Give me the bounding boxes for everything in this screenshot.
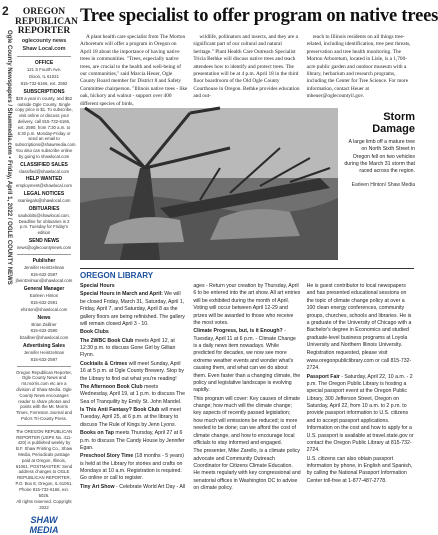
publisher-heading: Publisher	[32, 257, 56, 264]
help-wanted-email[interactable]: employment@shawlocal.com	[16, 183, 72, 189]
photo-caption: A large limb off a mature tree on North Sixth Street in Oregon fell on two vehicles during the March 31 storm that raced across the region.	[344, 139, 415, 175]
library-column	[307, 283, 414, 494]
library-paragraph-heading: The Afternoon Book Club	[80, 383, 143, 390]
library-paragraph	[80, 329, 187, 336]
library-paragraph-heading: Books on Tap	[80, 430, 114, 437]
library-paragraph	[307, 350, 414, 372]
library-paragraph	[80, 291, 187, 328]
library-paragraph-heading: Special Hours in March and April:	[80, 291, 163, 298]
legal-email[interactable]: ssanlegals@shawlocal.com	[17, 198, 71, 204]
send-news-heading: SEND NEWS	[28, 238, 60, 245]
classified-heading: CLASSIFIED SALES	[20, 161, 68, 168]
library-paragraph	[193, 448, 300, 492]
office-heading: OFFICE	[34, 60, 54, 67]
library-paragraph	[307, 456, 414, 486]
library-paragraph	[193, 283, 300, 327]
gm-phone: 815-632-2591	[30, 300, 58, 306]
gm-heading: General Manager	[23, 286, 65, 293]
library-paragraph-heading: Climate Progress, but, is it Enough?	[193, 328, 283, 335]
library-paragraph-text: meets Thursday, April 27 at 6 p.m. to discuss The Candy House by Jennifer Egan.	[80, 430, 185, 451]
library-paragraph-text: He is guest contributor to local newspapers and has presented educational sessions on the topic of climate change policy at over a 100 clean energy conferences, community groups, churches, schools and libraries. He is a graduate of the University of Chicago with a Bachelor's degree in Economics and studied graduate-level business programs at Loyola University and Northern Illinois University.	[306, 283, 412, 348]
office-line: Dixon, IL 61021	[29, 74, 59, 80]
library-paragraph-text: This program will cover: Key causes of climate change; how much will the climate change; key aspects of recently passed legislation; how much will emissions be reduced; is more needed to be done; can we afford the cost of climate change, and how to encourage local officials to stay informed and engaged.	[193, 395, 300, 446]
article-body	[80, 34, 414, 108]
vertical-folio: Ogle County Newspapers / Shawmedia.com • Friday, April 1, 2022 / OGLE COUNTY NEWS	[6, 30, 12, 285]
library-paragraph	[193, 328, 300, 394]
library-paragraph	[80, 361, 187, 383]
divider	[17, 254, 71, 255]
page-edge-strip	[0, 0, 14, 480]
library-paragraph-text: U.S. citizens can also obtain passport information by phone, in English and Spanish, by calling the National Passport Information Center toll-free at 1-877-487-2778.	[306, 455, 413, 484]
library-paragraph	[80, 453, 187, 483]
library-paragraph	[307, 283, 414, 349]
subscriptions-heading: SUBSCRIPTIONS	[23, 88, 65, 95]
library-paragraph-text: will meet Tuesday, April 25, at 6 p.m. at the library to discuss The Rule of Kings by Jenn Lyons.	[80, 407, 181, 428]
page-number: 2	[2, 4, 9, 18]
news-editor-email[interactable]: bzaillner@shawlocal.com	[19, 335, 69, 341]
obituaries-heading: OBITUARIES	[28, 205, 60, 212]
postal-text: The OREGON REPUBLICAN REPORTER (USPS No. 411-420) is published weekly by B.F. Shaw Printing Co., Shaw Media, Periodicals postage paid at Oregon, Illinois, 61061. POSTMASTER: Send address changes to OGLE REPUBLICAN REPORTER, P.O. Box 8, Oregon, IL 61061. Phone 815-732-6166, ext. 5026.	[15, 428, 73, 498]
publisher-phone: 815-632-2597	[30, 271, 58, 277]
advertising-phone: 815-632-2597	[30, 356, 58, 362]
library-paragraph-text: meets April 12, at 12:30 p.m. to discuss Gone Girl by Gillian Flynn.	[80, 337, 176, 359]
library-paragraph-heading: Is This Anti Fantasy? Book Club	[80, 407, 160, 413]
obituaries-text: saukobits@shawlocal.com. Deadline for obituaries is 2 p.m. Tuesday for Friday's edition	[18, 212, 70, 236]
about-text: Oregon Republican Reporter, Ogle County News and mt.morris.com etc are a division of Shaw Media. Ogle County News encourages reader to share photos and points with the Mt. Morris Times, Forreston Journal and Polo's Tri-County Press.	[16, 369, 72, 422]
library-paragraph-text: will meet Sunday, April 16 at 5 p.m. at Ogle County Brewery. Stop by the Library to find out what you're reading!	[80, 360, 184, 382]
advertising-name: Jennifer Heintzelman	[23, 350, 65, 356]
photo-credit: Earleen Hinton/ Shaw Media	[351, 181, 415, 188]
library-section-heading: OREGON LIBRARY	[80, 268, 414, 280]
library-paragraph	[80, 430, 187, 452]
library-paragraph-heading: Book Clubs	[80, 329, 109, 336]
photo-title: Storm Damage	[372, 111, 415, 135]
divider	[17, 425, 71, 426]
send-news-email[interactable]: news@oglecountynews.com	[16, 245, 72, 251]
publisher-name: Jennifer Heintzelman	[23, 264, 65, 270]
gm-name: Earleen Hinton	[29, 293, 59, 299]
library-paragraph-text: (18 months - 5 years) is held at the Library for stories and crafts on Mondays at 10 a.m. Registration is required. Go online or call to register.	[80, 453, 185, 482]
publisher-email[interactable]: jheintzelman@shawlocal.com	[15, 278, 73, 284]
library-paragraph-text: meets Wednesday, April 19, at 1 p.m. to discuss The Sea of Tranquility by Emily St. John Mandel.	[80, 383, 185, 405]
library-paragraph-heading: Cocktails & Crimes	[80, 360, 128, 367]
office-line: 121 S Fourth Ave.	[26, 67, 62, 73]
library-paragraph	[307, 374, 414, 455]
library-paragraph	[80, 407, 187, 429]
library-paragraph-heading: Preschool Story Time	[80, 453, 134, 460]
shaw-media-logo: SHAW MEDIA	[29, 514, 59, 535]
subscriptions-text: $29 a year in county, and $52 outside Ogle County. Single copy price is $1. To subscribe, visit online or discuss your delivery, call 815-732-6166, ext. 2590, from 7:30 a.m. to 6:30 p.m. Monday-Friday or send an email to subscriptions@shawmedia.com. You also can subscribe online by going to shawlocal.com	[15, 95, 77, 159]
article-column: reach to Illinois residents on all things tree-related, including identification, tree pest threats, preservation and tree health monitoring. The Morton Arboretum, located in Lisle, is a 1,700-acre public garden and outdoor museum with a library, herbarium and research programs, including the Center for Tree Science. For more information, contact Heuer at mheuer@oglecountyil.gov.	[306, 34, 411, 100]
library-paragraph-heading: Tiny Art Show	[80, 483, 115, 490]
library-paragraph	[80, 338, 187, 360]
library-paragraph-text: We will be closed Friday, March 31, Saturday, April 1, Friday, April 7, and Saturday, April 8 as the gallery floors are being refinished. The gallery will remain closed April 3 - 10.	[80, 291, 185, 327]
advertising-heading: Advertising Sales	[23, 343, 65, 350]
tree-photo-illustration	[80, 108, 338, 260]
library-paragraph-text: ages - Return your creation by Thursday, April 6 to be entered into the art show. All art entries will be exhibited during the month of April. Voting will occur between April 12-29 and prizes will be awarded to those who receive the most votes.	[193, 283, 301, 326]
help-wanted-heading: HELP WANTED	[25, 176, 63, 183]
library-paragraph-heading: Passport Fair	[306, 373, 340, 380]
masthead-title: OREGON REPUBLICAN REPORTER	[15, 7, 78, 36]
gm-email[interactable]: ehinton@shawlocal.com	[20, 306, 68, 312]
library-paragraph-heading: Special Hours	[80, 283, 115, 289]
library-paragraph	[80, 384, 187, 406]
divider	[17, 56, 71, 57]
library-column	[193, 283, 300, 494]
library-section-body	[80, 283, 414, 494]
library-paragraph-text: The presenter, Mike Zarello, is a climate policy advocate and Community Outreach Coordinator for Citizens Climate Education. He meets regularly with key congressional and senatorial offices in Washington DC to advise on climate policy.	[193, 448, 301, 492]
library-paragraph	[80, 283, 187, 290]
masthead-website[interactable]: oglecounty news	[21, 37, 67, 44]
library-paragraph	[80, 484, 187, 491]
library-paragraph-text: Registration requested, please visit www.oregonpubliclibrary.com or call 815-732-2724.	[306, 350, 412, 372]
news-editor-name: Brian Zaillner	[31, 321, 57, 327]
article-column: wildlife, pollinators and insects, and they are a significant part of our cultural and natural heritage." Plant Health Care Outreach Specialist Tricia Bethke will discuss native trees and teach attendees how to identify and protect trees. The presentation will be at 4 p.m. April 18 in the third floor boardroom of the Old Ogle County Courthouse in Oregon. Bethke provides education and out-	[193, 34, 300, 100]
library-paragraph-text: - Celebrate World Art Day - All	[116, 483, 186, 490]
library-paragraph-heading: The 2WBC Book Club	[80, 337, 134, 344]
legal-heading: LEGAL NOTICES	[23, 191, 65, 198]
article-headline: Tree specialist to offer program on native trees	[80, 6, 438, 26]
rights-text: All rights reserved. Copyright 2022	[16, 499, 72, 511]
news-editor-phone: 815-632-2590	[30, 328, 58, 334]
storm-damage-photo	[80, 108, 338, 260]
office-line: 815-732-6166, ext. 2592	[20, 80, 68, 86]
divider	[17, 366, 71, 367]
news-editor-heading: News	[37, 314, 51, 321]
masthead-sidebar	[15, 7, 78, 535]
library-column	[80, 283, 187, 494]
library-paragraph-text: - Tuesday, April 11 at 6 p.m. - Climate Change is a daily news item nowadays. While predicted for decades, we now see more extreme weather events and wonder what's causing them, and what can we do about them. Even faster than a changing climate, the policy and legislative landscape is evolving rapidly.	[193, 328, 301, 394]
classified-email[interactable]: classified@shawlocal.com	[18, 168, 70, 174]
photo-caption-box	[343, 112, 415, 188]
library-paragraph	[193, 396, 300, 448]
library-paragraph-text: - Saturday, April 22, 10 a.m. - 2 p.m. The Oregon Public Library is hosting a special passport event at the Oregon Public Library, 300 Jefferson Street, Oregon on Saturday, April 22, from 10 a.m. to 2 p.m. to provide passport information to U.S. citizens and to accept passport applications. Information on the cost and how to apply for a U.S. passport is available at travel.state.gov or contact the Oregon Public Library at 815-732-2724.	[306, 373, 414, 454]
article-column: A plant health care specialist from The Morton Arboretum will offer a program in Oregon on April 18 about the importance of having native trees in communities. "Trees, especially native trees, are crucial to the health and well-being of our communities," said Marcia Heuer, Ogle County Board member for District 8 and Safety Committee chairperson. "Illinois native trees - like oak, hickory and walnut - support over 400 different species of birds,	[80, 34, 188, 107]
masthead-site2[interactable]: Shaw Local.com	[22, 45, 66, 52]
